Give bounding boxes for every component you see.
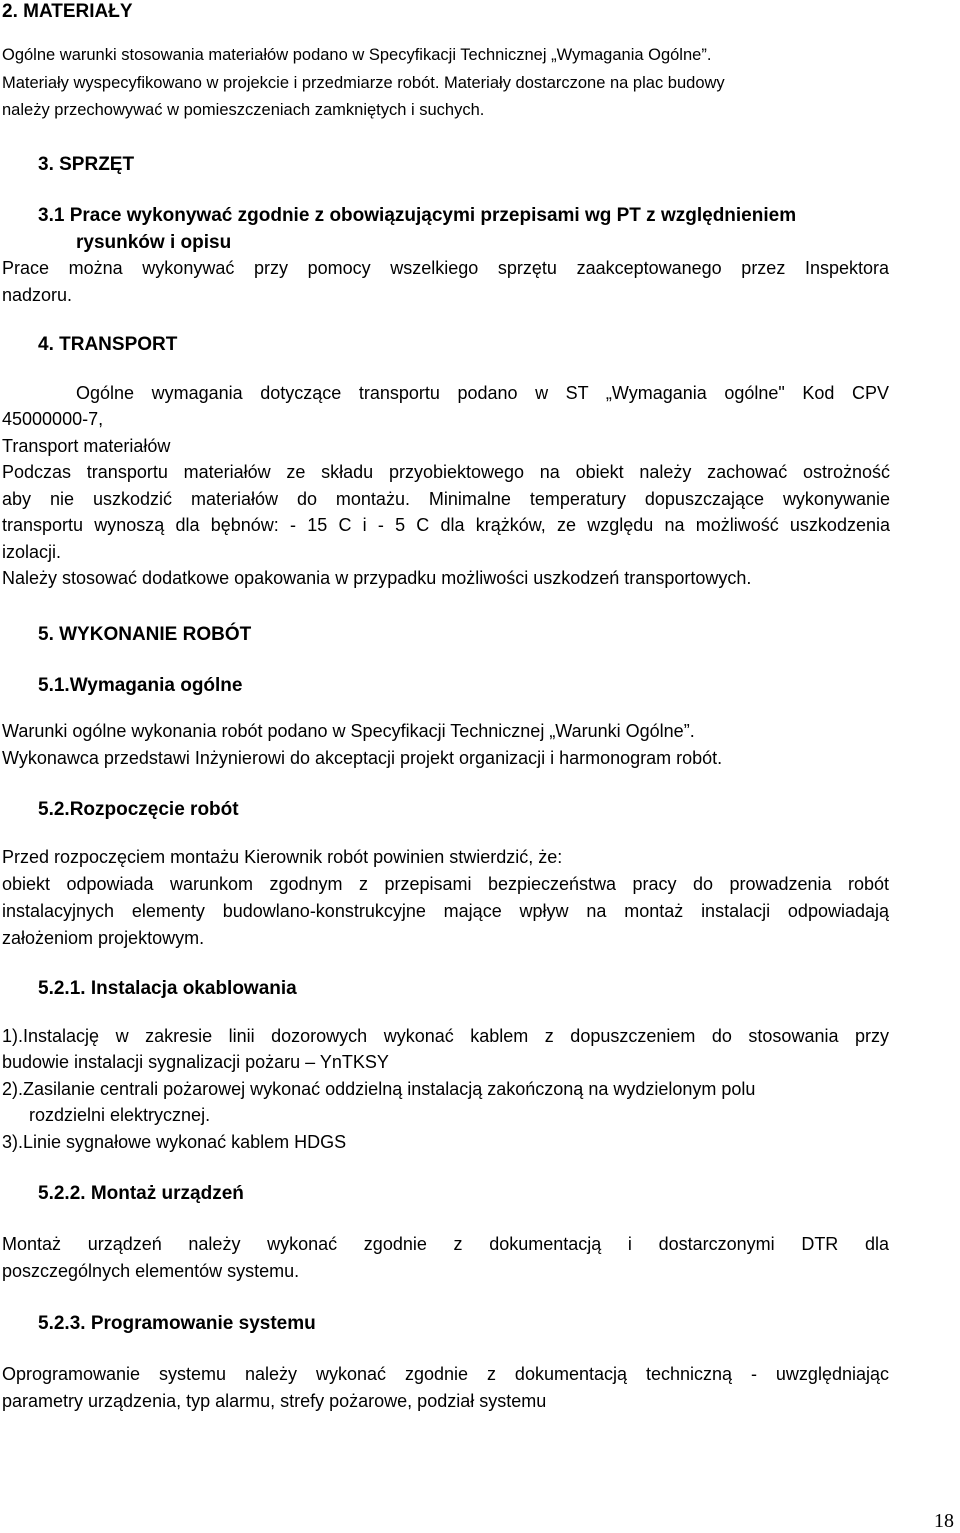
list-item: 1).Instalację w zakresie linii dozorowych wykonać kablem z dopuszczeniem do stosowania przy	[2, 1026, 889, 1046]
list-item-cont: budowie instalacji sygnalizacji pożaru – YnTKSY	[2, 1052, 389, 1072]
subsection-heading-5-2-1: 5.2.1. Instalacja okablowania	[38, 978, 297, 999]
subsection-heading-5-1: 5.1.Wymagania ogólne	[38, 675, 243, 696]
paragraph-line: Warunki ogólne wykonania robót podano w Specyfikacji Technicznej „Warunki Ogólne”.	[2, 721, 695, 741]
paragraph-line: poszczególnych elementów systemu.	[2, 1261, 300, 1281]
section-heading-sprzet: 3. SPRZĘT	[38, 154, 135, 175]
paragraph-line: założeniom projektowym.	[2, 928, 205, 948]
list-item: 2).Zasilanie centrali pożarowej wykonać oddzielną instalacją zakończoną na wydzielonym polu	[2, 1079, 756, 1099]
paragraph-line: Prace można wykonywać przy pomocy wszelkiego sprzętu zaakceptowanego przez Inspektora	[2, 258, 889, 278]
section-heading-materialy: 2. MATERIAŁY	[2, 1, 133, 22]
paragraph-line: transportu wynoszą dla bębnów: - 15 C i - 5 C dla krążków, ze względu na możliwość uszkodzenia	[2, 515, 890, 535]
section-heading-transport: 4. TRANSPORT	[38, 334, 178, 355]
paragraph-line: Transport materiałów	[2, 436, 171, 456]
subsection-heading-5-2: 5.2.Rozpoczęcie robót	[38, 799, 239, 820]
subsection-heading-5-2-3: 5.2.3. Programowanie systemu	[38, 1313, 316, 1334]
paragraph-line: Materiały wyspecyfikowano w projekcie i przedmiarze robót. Materiały dostarczone na plac budowy	[2, 74, 725, 92]
page-number: 18	[934, 1510, 954, 1532]
paragraph-line: należy przechowywać w pomieszczeniach zamkniętych i suchych.	[2, 101, 485, 119]
subsection-heading-5-2-2: 5.2.2. Montaż urządzeń	[38, 1183, 244, 1204]
subsection-heading-3-1-cont: rysunków i opisu	[76, 232, 232, 253]
paragraph-line: Oprogramowanie systemu należy wykonać zgodnie z dokumentacją techniczną - uwzględniając	[2, 1364, 889, 1384]
paragraph-line: izolacji.	[2, 542, 62, 562]
paragraph-line: aby nie uszkodzić materiałów do montażu. Minimalne temperatury dopuszczające wykonywanie	[2, 489, 890, 509]
paragraph-line: Ogólne wymagania dotyczące transportu podano w ST „Wymagania ogólne" Kod CPV	[76, 383, 889, 403]
paragraph-line: nadzoru.	[2, 285, 73, 305]
paragraph-line: Podczas transportu materiałów ze składu przyobiektowego na obiekt należy zachować ostrożność	[2, 462, 890, 482]
paragraph-line: Przed rozpoczęciem montażu Kierownik robót powinien stwierdzić, że:	[2, 847, 563, 867]
paragraph-line: instalacyjnych elementy budowlano-konstrukcyjne mające wpływ na montaż instalacji odpowiadają	[2, 901, 889, 921]
paragraph-line: 45000000-7,	[2, 409, 104, 429]
subsection-heading-3-1: 3.1 Prace wykonywać zgodnie z obowiązującymi przepisami wg PT z względnieniem	[38, 205, 797, 226]
list-item: 3).Linie sygnałowe wykonać kablem HDGS	[2, 1132, 347, 1152]
paragraph-line: Należy stosować dodatkowe opakowania w przypadku możliwości uszkodzeń transportowych.	[2, 568, 752, 588]
paragraph-line: Montaż urządzeń należy wykonać zgodnie z dokumentacją i dostarczonymi DTR dla	[2, 1234, 889, 1254]
section-heading-wykonanie: 5. WYKONANIE ROBÓT	[38, 624, 252, 645]
paragraph-line: Ogólne warunki stosowania materiałów podano w Specyfikacji Technicznej „Wymagania Ogólne”.	[2, 46, 712, 64]
list-item-cont: rozdzielni elektrycznej.	[29, 1105, 211, 1125]
paragraph-line: Wykonawca przedstawi Inżynierowi do akceptacji projekt organizacji i harmonogram robót.	[2, 748, 723, 768]
paragraph-line: obiekt odpowiada warunkom zgodnym z przepisami bezpieczeństwa pracy do prowadzenia robót	[2, 874, 889, 894]
paragraph-line: parametry urządzenia, typ alarmu, strefy pożarowe, podział systemu	[2, 1391, 547, 1411]
